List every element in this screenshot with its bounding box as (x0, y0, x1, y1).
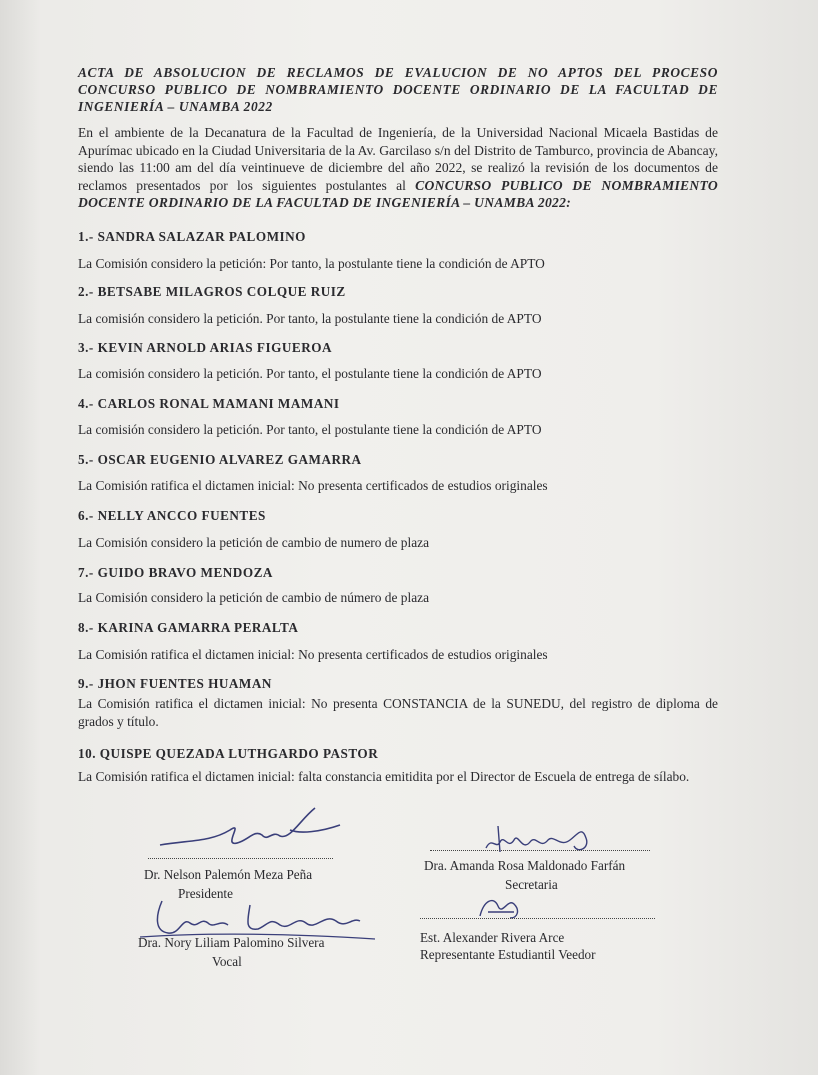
document-title: ACTA DE ABSOLUCION DE RECLAMOS DE EVALUCION DE NO APTOS DEL PROCESO CONCURSO PUBLICO DE NOMBRAMIENTO DOCENTE ORDINARIO DE LA FACULTAD DE INGENIERÍA – UNAMBA 2022 (78, 65, 718, 114)
entry-heading: 9.- JHON FUENTES HUAMAN (78, 676, 272, 691)
signature-line (430, 850, 650, 851)
entry-heading: 4.- CARLOS RONAL MAMANI MAMANI (78, 396, 340, 411)
signatory-role: Presidente (178, 886, 233, 901)
entry-decision: La Comisión ratifica el dictamen inicial: No presenta CONSTANCIA de la SUNEDU, del registro de diploma de grados y título. (78, 696, 718, 729)
entry-heading: 7.- GUIDO BRAVO MENDOZA (78, 565, 273, 580)
entry-heading: 8.- KARINA GAMARRA PERALTA (78, 620, 299, 635)
entry-decision: La comisión considero la petición. Por tanto, el postulante tiene la condición de APTO (78, 422, 542, 437)
entry-heading: 6.- NELLY ANCCO FUENTES (78, 508, 266, 523)
signature-secretary (478, 816, 608, 862)
intro-text: En el ambiente de la Decanatura de la Facultad de Ingeniería, de la Universidad Nacional Micaela Bastidas de Apurímac ubicado en la Ciudad Universitaria de la Av. Garcilaso s/n del Distrito de Tamburco, provincia de Abancay, siendo las 11:00 am del día veintinueve de diciembre del año 2022, se realizó la revisión de los documentos de reclamos presentados por los siguientes postulantes al (78, 125, 718, 193)
signatory-name: Dra. Amanda Rosa Maldonado Farfán (424, 858, 626, 873)
entry-heading: 2.- BETSABE MILAGROS COLQUE RUIZ (78, 284, 346, 299)
signatory-name: Dra. Nory Liliam Palomino Silvera (138, 935, 325, 950)
signature-line (148, 858, 333, 859)
signatory-name: Dr. Nelson Palemón Meza Peña (144, 867, 313, 882)
entry-heading: 1.- SANDRA SALAZAR PALOMINO (78, 229, 306, 244)
intro-paragraph (78, 124, 718, 212)
entry-decision: La Comisión considero la petición de cambio de número de plaza (78, 590, 430, 605)
entry-heading: 5.- OSCAR EUGENIO ALVAREZ GAMARRA (78, 452, 362, 467)
entry-decision: La Comisión ratifica el dictamen inicial: falta constancia emitidita por el Director de Escuela de entrega de sílabo. (78, 769, 690, 784)
signatory-role: Secretaria (505, 877, 558, 892)
signatory-role: Vocal (212, 954, 242, 969)
signatory-role: Representante Estudiantil Veedor (420, 947, 596, 962)
entry-decision: La comisión considero la petición. Por tanto, la postulante tiene la condición de APTO (78, 311, 542, 326)
entry-decision: La Comisión considero la petición: Por tanto, la postulante tiene la condición de APTO (78, 256, 545, 271)
signature-president (150, 800, 350, 860)
page-shadow (0, 0, 40, 1075)
signature-line (420, 918, 655, 919)
entry-decision: La Comisión ratifica el dictamen inicial: No presenta certificados de estudios originales (78, 478, 548, 493)
entry-heading: 10. QUISPE QUEZADA LUTHGARDO PASTOR (78, 746, 379, 761)
entry-decision: La Comisión considero la petición de cambio de numero de plaza (78, 535, 430, 550)
entry-decision: La comisión considero la petición. Por tanto, el postulante tiene la condición de APTO (78, 366, 542, 381)
signatory-name: Est. Alexander Rivera Arce (420, 930, 565, 945)
entry-heading: 3.- KEVIN ARNOLD ARIAS FIGUEROA (78, 340, 333, 355)
intro-emphasis: CONCURSO PUBLICO DE NOMBRAMIENTO DOCENTE ORDINARIO DE LA FACULTAD DE INGENIERÍA – UNAMBA 2022: (78, 177, 719, 210)
entry-decision: La Comisión ratifica el dictamen inicial: No presenta certificados de estudios originales (78, 647, 548, 662)
